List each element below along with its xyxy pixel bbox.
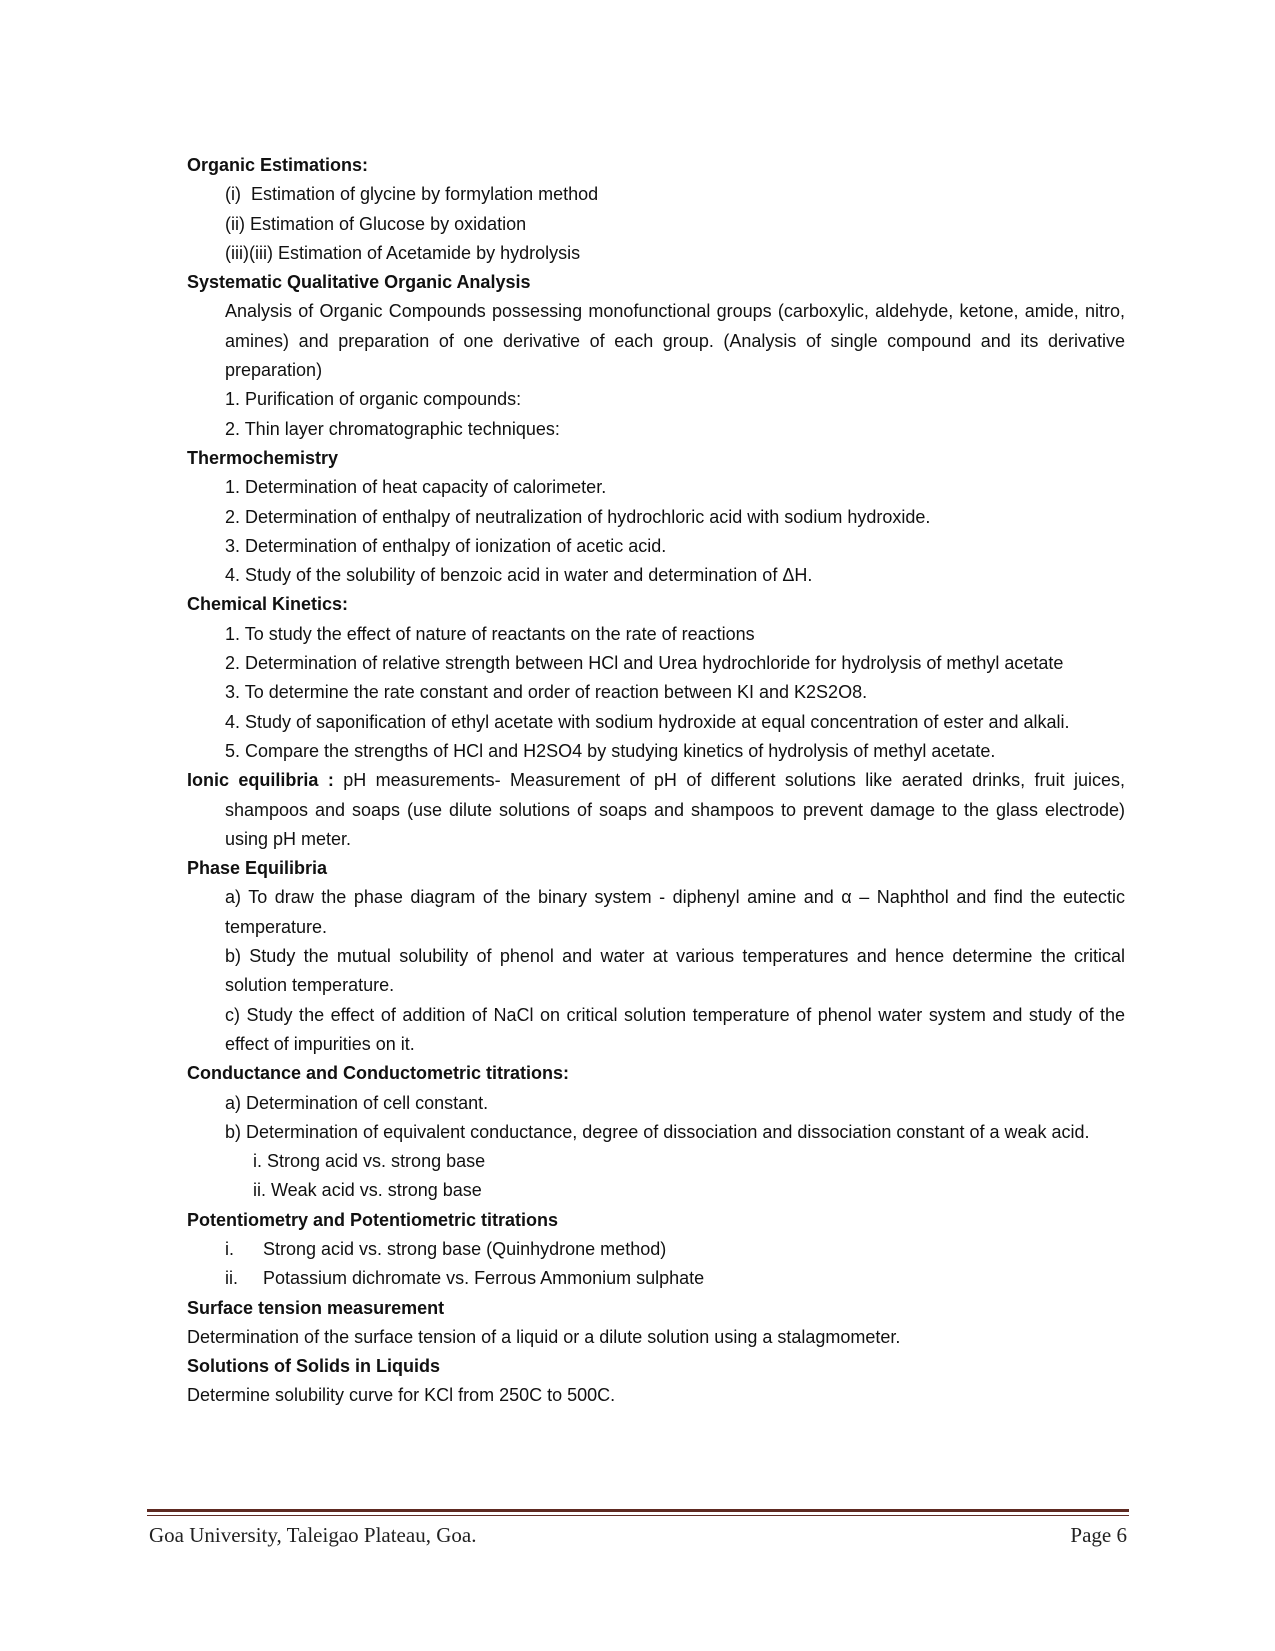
- list-text: Strong acid vs. strong base (Quinhydrone method): [263, 1238, 667, 1259]
- section-heading-chemical-kinetics: Chemical Kinetics:: [187, 594, 349, 615]
- footer-divider-thin: [147, 1515, 1129, 1516]
- sub-list-item: i. Strong acid vs. strong base: [253, 1151, 486, 1172]
- footer-institution: Goa University, Taleigao Plateau, Goa.: [149, 1523, 477, 1547]
- list-item: 2. Thin layer chromatographic techniques:: [225, 418, 560, 439]
- list-text: Potassium dichromate vs. Ferrous Ammonium sulphate: [263, 1268, 705, 1289]
- list-item: 1. To study the effect of nature of reactants on the rate of reactions: [225, 623, 755, 644]
- list-item: c) Study the effect of addition of NaCl on critical solution temperature of phenol water system and study of the effect of impurities on it.: [225, 1004, 1125, 1054]
- paragraph: Determine solubility curve for KCl from 250C to 500C.: [187, 1385, 616, 1406]
- section-heading-ionic-equilibria: Ionic equilibria :: [187, 770, 334, 791]
- list-item: [187, 1264, 1125, 1293]
- page-number: Page 6: [1070, 1523, 1127, 1547]
- section-heading-qualitative-analysis: Systematic Qualitative Organic Analysis: [187, 272, 531, 293]
- list-number: i.: [225, 1238, 234, 1259]
- sub-list-item: ii. Weak acid vs. strong base: [253, 1180, 482, 1201]
- list-item: 1. Purification of organic compounds:: [225, 389, 522, 410]
- list-item: 3. Determination of enthalpy of ionization of acetic acid.: [225, 535, 667, 556]
- ionic-equilibria-paragraph: [187, 766, 1125, 854]
- paragraph: Analysis of Organic Compounds possessing monofunctional groups (carboxylic, aldehyde, ketone, amide, nitro, amines) and preparation of one derivative of each group. (Analysis of single compound and its derivative preparation): [225, 301, 1125, 381]
- page-footer: [149, 1523, 1127, 1548]
- footer-divider: [147, 1509, 1129, 1512]
- list-item: b) Study the mutual solubility of phenol and water at various temperatures and hence determine the critical solution temperature.: [225, 946, 1125, 996]
- list-item: 4. Study of the solubility of benzoic acid in water and determination of ΔH.: [225, 565, 813, 586]
- list-item: 3. To determine the rate constant and order of reaction between KI and K2S2O8.: [225, 682, 868, 703]
- section-heading-conductance: Conductance and Conductometric titrations:: [187, 1063, 570, 1084]
- list-item: [187, 1235, 1125, 1264]
- paragraph: Determination of the surface tension of a liquid or a dilute solution using a stalagmometer.: [187, 1326, 901, 1347]
- list-item: 5. Compare the strengths of HCl and H2SO4 by studying kinetics of hydrolysis of methyl acetate.: [225, 740, 996, 761]
- list-item: 4. Study of saponification of ethyl acetate with sodium hydroxide at equal concentration of ester and alkali.: [225, 711, 1070, 732]
- section-heading-phase-equilibria: Phase Equilibria: [187, 858, 328, 879]
- list-item: (iii)(iii) Estimation of Acetamide by hydrolysis: [225, 242, 581, 263]
- list-item: 1. Determination of heat capacity of calorimeter.: [225, 477, 607, 498]
- list-number: ii.: [225, 1268, 238, 1289]
- list-item: 2. Determination of enthalpy of neutralization of hydrochloric acid with sodium hydroxide.: [225, 506, 931, 527]
- section-heading-solutions: Solutions of Solids in Liquids: [187, 1356, 440, 1377]
- list-item: b) Determination of equivalent conductance, degree of dissociation and dissociation constant of a weak acid.: [225, 1121, 1090, 1142]
- section-heading-surface-tension: Surface tension measurement: [187, 1297, 445, 1318]
- list-item: 2. Determination of relative strength between HCl and Urea hydrochloride for hydrolysis of methyl acetate: [225, 653, 1064, 674]
- ionic-equilibria-text: pH measurements- Measurement of pH of different solutions like aerated drinks, fruit juices, shampoos and soaps (use dilute solutions of soaps and shampoos to prevent damage to the glass electrode) using pH meter.: [225, 770, 1125, 849]
- document-body: [187, 151, 1125, 1411]
- section-heading-thermochemistry: Thermochemistry: [187, 447, 339, 468]
- list-item: (ii) Estimation of Glucose by oxidation: [225, 213, 527, 234]
- list-item: a) Determination of cell constant.: [225, 1092, 489, 1113]
- section-heading-organic-estimations: Organic Estimations:: [187, 155, 369, 175]
- section-heading-potentiometry: Potentiometry and Potentiometric titrations: [187, 1209, 559, 1230]
- list-item: (i) Estimation of glycine by formylation method: [225, 184, 599, 205]
- list-item: a) To draw the phase diagram of the binary system - diphenyl amine and α – Naphthol and find the eutectic temperature.: [225, 887, 1125, 937]
